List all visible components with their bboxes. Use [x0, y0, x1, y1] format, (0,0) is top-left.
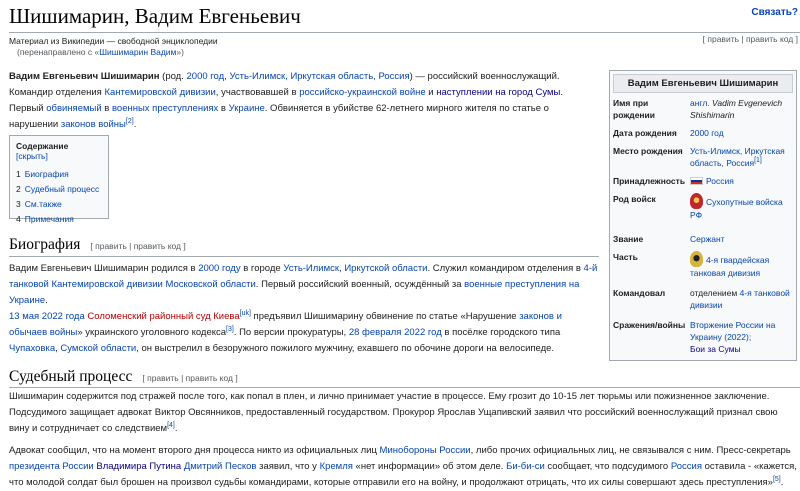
toc-item-see-also[interactable] [16, 197, 102, 212]
page-title: Шишимарин, Вадим Евгеньевич [9, 4, 301, 28]
command-link[interactable]: 4-я танковой дивизии [690, 288, 790, 310]
infobox-label: Командовал [613, 288, 666, 298]
division-emblem-icon[interactable] [690, 251, 703, 267]
battle-sumy-link[interactable]: Бои за Сумы [690, 344, 741, 354]
year-link[interactable]: 2000 году [198, 263, 241, 274]
toc-item-biography[interactable] [16, 167, 102, 182]
infobox-row-allegiance [610, 174, 796, 188]
laws-link[interactable]: законов и обычаев войны [9, 311, 562, 338]
text: в [101, 103, 112, 114]
war-crimes-link[interactable]: военные преступления на Украине [9, 279, 580, 306]
table-of-contents [9, 135, 109, 224]
intro-paragraph: Вадим Евгеньевич Шишимарин (род. 2000 год, Усть-Илимск, Иркутская область, Россия) — российский военнослужащий. Командир отделения Кантемировской дивизии, участвовавшей в российско-украинской войне и наступлении на город Сумы. Первый обвиняемый в военных преступлениях в Украине. Обвиняется в убийстве 62-летнего мирного жителя по статье о нарушении законов войны[2]. [9, 71, 563, 130]
text: . [133, 119, 137, 130]
infobox-value [690, 319, 793, 355]
infobox-value [690, 97, 793, 121]
village-link[interactable]: Чупаховка [9, 343, 56, 354]
biography-paragraph-2 [9, 309, 599, 357]
trial-paragraph-1 [9, 389, 799, 437]
ref-1[interactable]: [1] [754, 157, 762, 165]
text: предъявил Шишимарину обвинение по статье «Нарушение [250, 311, 520, 322]
infobox-label: Имя при рождении [613, 98, 656, 120]
text: ) — российский военнослужащий. [409, 71, 560, 82]
court-redlink[interactable]: Соломенский районный суд Киева [87, 311, 240, 322]
war-link[interactable]: российско-украинской войне [299, 87, 426, 98]
peskov-link[interactable]: Дмитрий Песков [183, 461, 257, 472]
text: Вадим Евгеньевич Шишимарин родился в [9, 263, 199, 274]
text: . По версии прокуратуры, [233, 327, 349, 338]
subject-name: Вадим Евгеньевич Шишимарин [9, 71, 160, 82]
text: , либо прочих официальных лиц, не связывался с ним. Пресс-секретарь [470, 445, 791, 456]
infobox-label: Сражения/войны [613, 320, 686, 330]
birth-year-link[interactable]: 2000 год [186, 71, 225, 82]
redirect-prefix: (перенаправлено с « [17, 47, 100, 57]
unit-link[interactable]: 4-я гвардейская танковая дивизия [690, 255, 770, 278]
infobox-label: Род войск [613, 194, 656, 204]
birth-place-link[interactable]: Усть-Илимск, Иркутская область, Россия [690, 146, 785, 168]
text: , он выстрелил в безоружного пожилого мужчину, ехавшего по обочине дороги на велосипеде. [136, 343, 555, 354]
toc-link[interactable]: Судебный процесс [24, 184, 100, 194]
text: Адвокат сообщил, что на момент второго дня процесса никто из официальных лиц [9, 445, 380, 456]
text: . [174, 423, 178, 434]
text: . Первый российский военный, осуждённый за [255, 279, 465, 290]
ref-4[interactable]: [4] [167, 421, 175, 429]
top-edit-links[interactable]: [ править | править код ] [702, 34, 798, 44]
native-name: Vadim Evgenevich Shishimarin [690, 98, 783, 120]
infobox-value [690, 233, 793, 245]
infobox-label: Принадлежность [613, 176, 686, 186]
laws-of-war-link[interactable]: законов войны [60, 119, 126, 130]
infobox-row-birth-place [610, 144, 796, 170]
section-divider [9, 387, 800, 388]
text: . Первый [9, 87, 563, 114]
infobox [609, 70, 797, 361]
command-text: отделением [690, 288, 740, 298]
text: . Обвиняется в убийстве 62-летнего мирного жителя по статье о нарушении [9, 103, 549, 130]
division-link[interactable]: 4-й танковой Кантемировской дивизии Московской области [9, 263, 598, 290]
text: . [45, 295, 48, 306]
toc-link[interactable]: См.также [24, 199, 62, 209]
redirect-suffix: ») [176, 47, 184, 57]
ref-2[interactable]: [2] [125, 117, 134, 125]
text: в посёлке городского типа [441, 327, 561, 338]
bbc-link[interactable]: Би-би-си [506, 461, 545, 472]
toc-hide-toggle[interactable]: [скрыть] [16, 151, 48, 161]
section-edit-links[interactable]: [ править | править код ] [142, 373, 238, 383]
text: Шишимарин содержится под стражей после того, как попал в плен, и лично принимает участие в процессе. Ему грозит до 10-15 лет тюрьмы или пожизненное заключение. Подсудимого защищает адвокат Виктор Овсянников, предоставленный государством. Прокурор Ярослав Ущапивский заявил что российский военнослужащий признал свою вину и сотрудничает со следствием [9, 391, 778, 434]
text: и [425, 87, 437, 98]
ukraine-link[interactable]: Украине [228, 103, 265, 114]
branch-link[interactable]: Сухопутные войска РФ [690, 197, 783, 220]
infobox-row-unit [610, 250, 796, 280]
infobox-label: Часть [613, 252, 638, 262]
infobox-value [690, 127, 793, 139]
birth-date-link[interactable]: 2000 год [690, 128, 724, 138]
infobox-value [690, 287, 793, 311]
section-title: Биография [9, 236, 81, 253]
text: , [339, 263, 345, 274]
accused-link[interactable]: обвиняемый [46, 103, 102, 114]
infobox-row-birth-date [610, 126, 796, 140]
birth-place-link[interactable]: Усть-Илимск, Иркутская область, Россия [229, 71, 410, 82]
trial-paragraph-2 [9, 443, 799, 491]
text: «нет информации» об этом деле. [352, 461, 507, 472]
ref-5[interactable]: [5] [772, 475, 781, 483]
infobox-title: Вадим Евгеньевич Шишимарин [613, 74, 793, 93]
ground-forces-emblem-icon[interactable] [690, 193, 703, 209]
section-edit-links[interactable]: [ править | править код ] [90, 241, 186, 251]
lang-link[interactable]: англ. [690, 98, 713, 108]
section-heading-biography [9, 236, 186, 254]
infobox-row-branch [610, 192, 796, 222]
text: оставила - «кажется, что молодой солдат был брошен на произвол судьбы командирами, которые отправили его на войну, и продолжают отрицать, что их силы совершают здесь преступления» [9, 461, 797, 488]
russia-link[interactable]: Россия [670, 461, 702, 472]
region-link[interactable]: Иркутской области [344, 263, 428, 274]
site-subtitle: Материал из Википедии — свободной энциклопедии [9, 36, 218, 46]
section-heading-trial [9, 368, 238, 386]
kremlin-link[interactable]: Кремля [319, 461, 353, 472]
toc-title: Содержание [16, 141, 69, 151]
text: заявил, что у [256, 461, 320, 472]
date-link[interactable]: 13 мая 2022 года [9, 311, 85, 322]
infobox-value [690, 175, 793, 187]
infobox-row-command [610, 286, 796, 312]
text: (род. [159, 71, 187, 82]
toc-item-trial[interactable] [16, 182, 102, 197]
text: в городе [240, 263, 284, 274]
infobox-row-rank [610, 232, 796, 246]
text: сообщает, что подсудимого [544, 461, 671, 472]
toc-item-notes[interactable] [16, 212, 102, 227]
toc-num: 1 [16, 169, 21, 179]
infobox-label: Место рождения [613, 146, 683, 156]
biography-paragraph-1 [9, 261, 599, 309]
text: . [780, 477, 784, 488]
toc-heading [16, 141, 102, 161]
text: . Служил командиром отделения в [427, 263, 584, 274]
ref-3[interactable]: [3] [226, 325, 234, 333]
infobox-label: Звание [613, 234, 644, 244]
text: , участвовавшей в [215, 87, 300, 98]
redirect-notice [17, 47, 184, 57]
infobox-row-battles [610, 318, 796, 356]
infobox-value [690, 251, 793, 279]
rank-link[interactable]: Сержант [690, 234, 725, 244]
redirect-link[interactable]: Шишимарин Вадим [99, 47, 177, 57]
text: , [55, 343, 61, 354]
toc-num: 4 [16, 214, 21, 224]
president-link[interactable]: президента России [9, 461, 94, 472]
invasion-link[interactable]: Вторжение России на Украину (2022); [690, 320, 776, 342]
putin-link[interactable]: Владимира Путина [96, 461, 182, 472]
date-link[interactable]: 28 февраля 2022 год [348, 327, 442, 338]
infobox-value [690, 193, 793, 221]
infobox-value [690, 145, 793, 169]
toc-num: 2 [16, 184, 21, 194]
text: в [218, 103, 229, 114]
contact-link[interactable]: Связать? [751, 7, 798, 18]
uk-interwiki-link[interactable]: [uk] [239, 309, 251, 317]
text: » украинского уголовного кодекса [77, 327, 227, 338]
sumy-offensive-link[interactable]: наступлении на город Сумы [436, 87, 561, 98]
toc-link[interactable]: Примечания [24, 214, 74, 224]
title-divider [9, 32, 800, 33]
toc-num: 3 [16, 199, 21, 209]
section-divider [9, 256, 599, 257]
russia-flag-icon[interactable] [690, 177, 703, 185]
city-link[interactable]: Усть-Илимск [283, 263, 340, 274]
division-link[interactable]: Кантемировской дивизии [104, 87, 216, 98]
toc-link[interactable]: Биография [24, 169, 69, 179]
allegiance-link[interactable]: Россия [706, 176, 734, 186]
war-crimes-link[interactable]: военных преступлениях [111, 103, 219, 114]
infobox-row-native-name [610, 96, 796, 122]
infobox-label: Дата рождения [613, 128, 677, 138]
oblast-link[interactable]: Сумской области [60, 343, 137, 354]
mod-link[interactable]: Минобороны России [379, 445, 471, 456]
section-title: Судебный процесс [9, 368, 133, 385]
text: Командир отделения [9, 87, 105, 98]
